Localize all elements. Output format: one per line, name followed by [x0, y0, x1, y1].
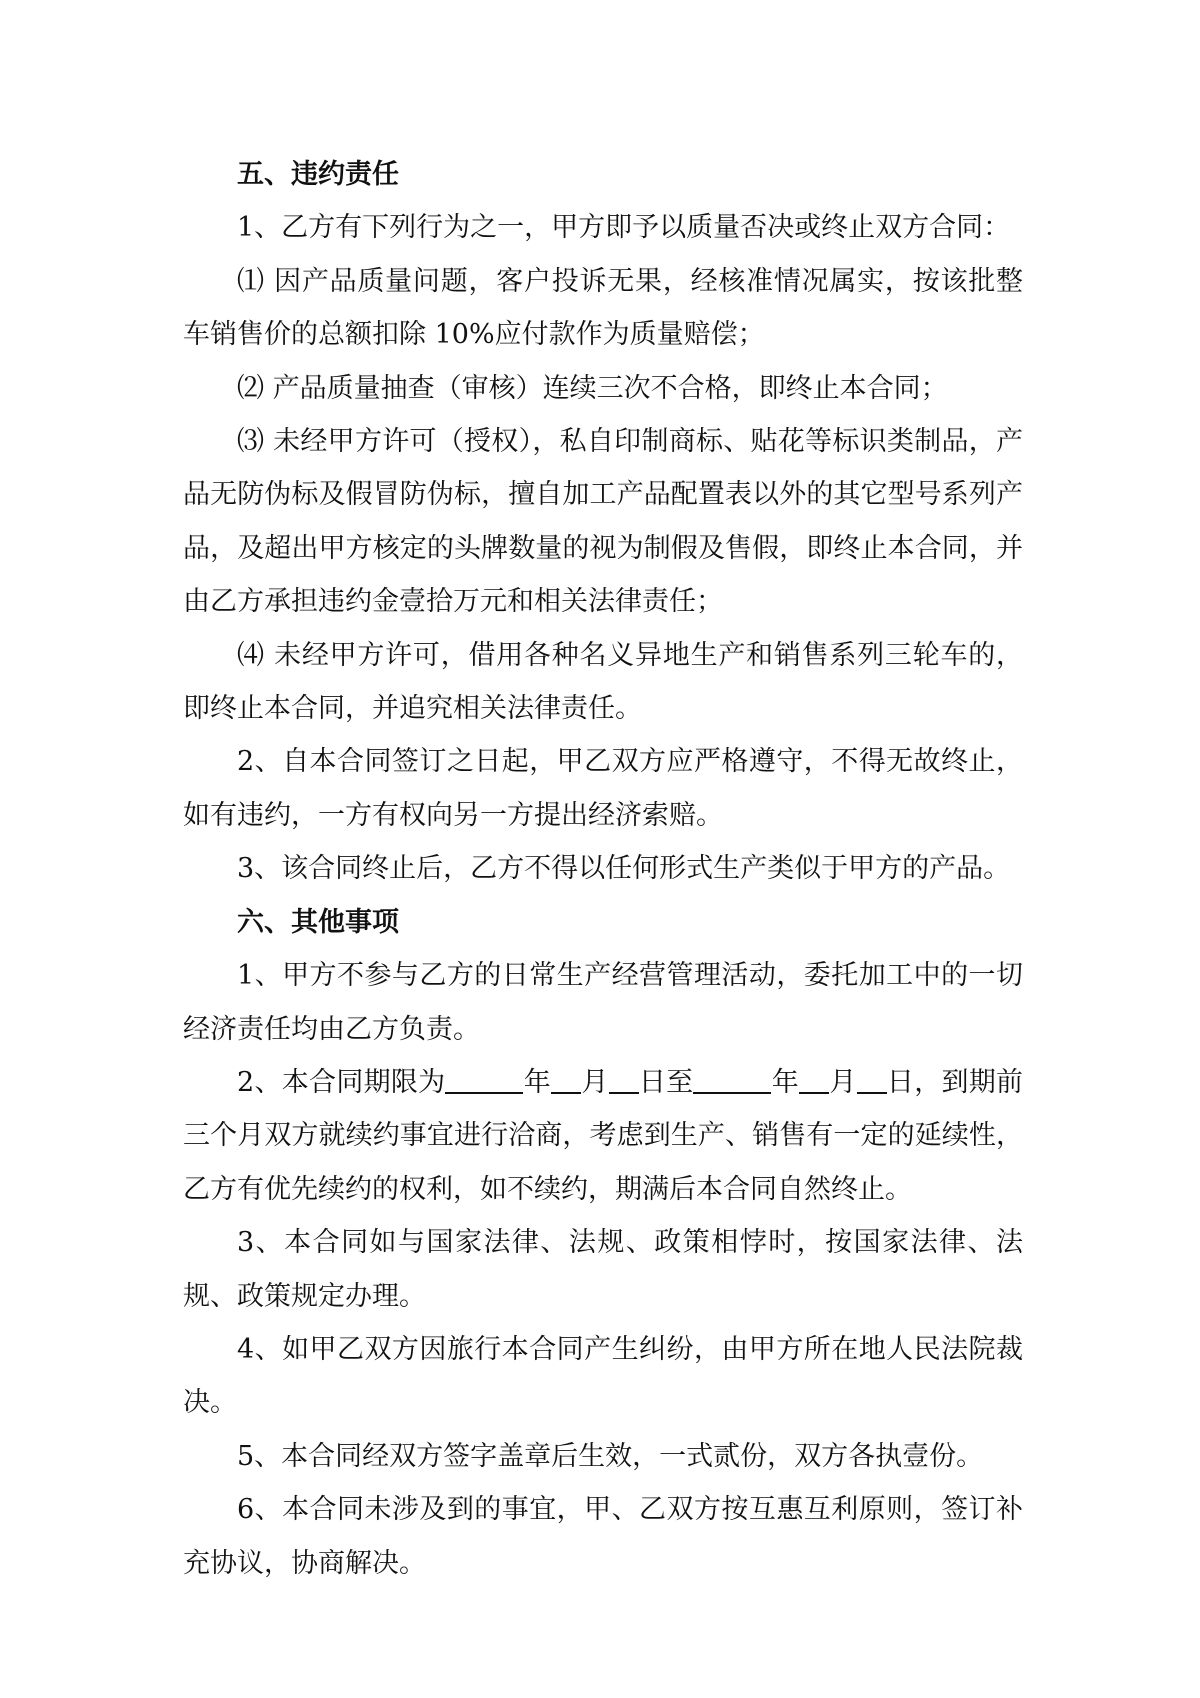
section-5-clause-2: 2、自本合同签订之日起，甲乙双方应严格遵守，不得无故终止，如有违约，一方有权向另一方提出经济索赔。 — [183, 746, 1023, 831]
end-month-blank — [799, 1064, 829, 1094]
section-5-clause-1-item-3: ⑶ 未经甲方许可（授权），私自印制商标、贴花等标识类制品，产品无防伪标及假冒防伪标，擅自加工产品配置表以外的其它型号系列产品，及超出甲方核定的头牌数量的视为制假及售假，即终止本合同，并由乙方承担违约金壹拾万元和相关法律责任； — [183, 426, 1023, 618]
contract-body — [183, 148, 1023, 1590]
section-6-clause-6: 6、本合同未涉及到的事宜，甲、乙双方按互惠互利原则，签订补充协议，协商解决。 — [183, 1494, 1023, 1579]
end-day-blank — [857, 1064, 887, 1094]
section-5-clause-1-item-2: ⑵ 产品质量抽查（审核）连续三次不合格，即终止本合同； — [237, 372, 948, 404]
term-prefix: 2、本合同期限为 — [237, 1066, 446, 1098]
section-5-clause-1-item-4: ⑷ 未经甲方许可，借用各种名义异地生产和销售系列三轮车的，即终止本合同，并追究相关法律责任。 — [183, 639, 1023, 725]
section-6-clause-2 — [183, 1056, 1023, 1216]
section-6-clause-1: 1、甲方不参与乙方的日常生产经营管理活动，委托加工中的一切经济责任均由乙方负责。 — [183, 960, 1023, 1045]
section-6-clause-4: 4、如甲乙双方因旅行本合同产生纠纷，由甲方所在地人民法院裁决。 — [183, 1333, 1023, 1419]
section-6-clause-3: 3、本合同如与国家法律、法规、政策相悖时，按国家法律、法规、政策规定办理。 — [183, 1227, 1023, 1312]
start-year-blank — [445, 1064, 523, 1094]
start-day-label: 日至 — [638, 1066, 694, 1098]
end-year-label: 年 — [771, 1066, 800, 1098]
section-6-heading: 六、其他事项 — [237, 906, 399, 938]
section-5-heading: 五、违约责任 — [237, 159, 399, 190]
start-year-label: 年 — [523, 1066, 552, 1098]
end-month-label: 月 — [829, 1066, 857, 1098]
start-month-blank — [551, 1064, 581, 1094]
section-5-clause-1-item-1: ⑴ 因产品质量问题，客户投诉无果，经核准情况属实，按该批整车销售价的总额扣除 10%应付款作为质量赔偿； — [183, 265, 1023, 351]
section-6-clause-5: 5、本合同经双方签字盖章后生效，一式贰份，双方各执壹份。 — [237, 1440, 984, 1472]
start-day-blank — [609, 1064, 639, 1094]
end-year-blank — [693, 1064, 771, 1094]
section-5-clause-3: 3、该合同终止后，乙方不得以任何形式生产类似于甲方的产品。 — [237, 853, 1011, 885]
section-5-clause-1: 1、乙方有下列行为之一，甲方即予以质量否决或终止双方合同： — [237, 212, 1011, 244]
start-month-label: 月 — [581, 1066, 609, 1098]
end-day-label-and-rest: 日，到期前三个月双方就续约事宜进行洽商，考虑到生产、销售有一定的延续性，乙方有优先续约的权利，如不续约，期满后本合同自然终止。 — [183, 1066, 1024, 1205]
